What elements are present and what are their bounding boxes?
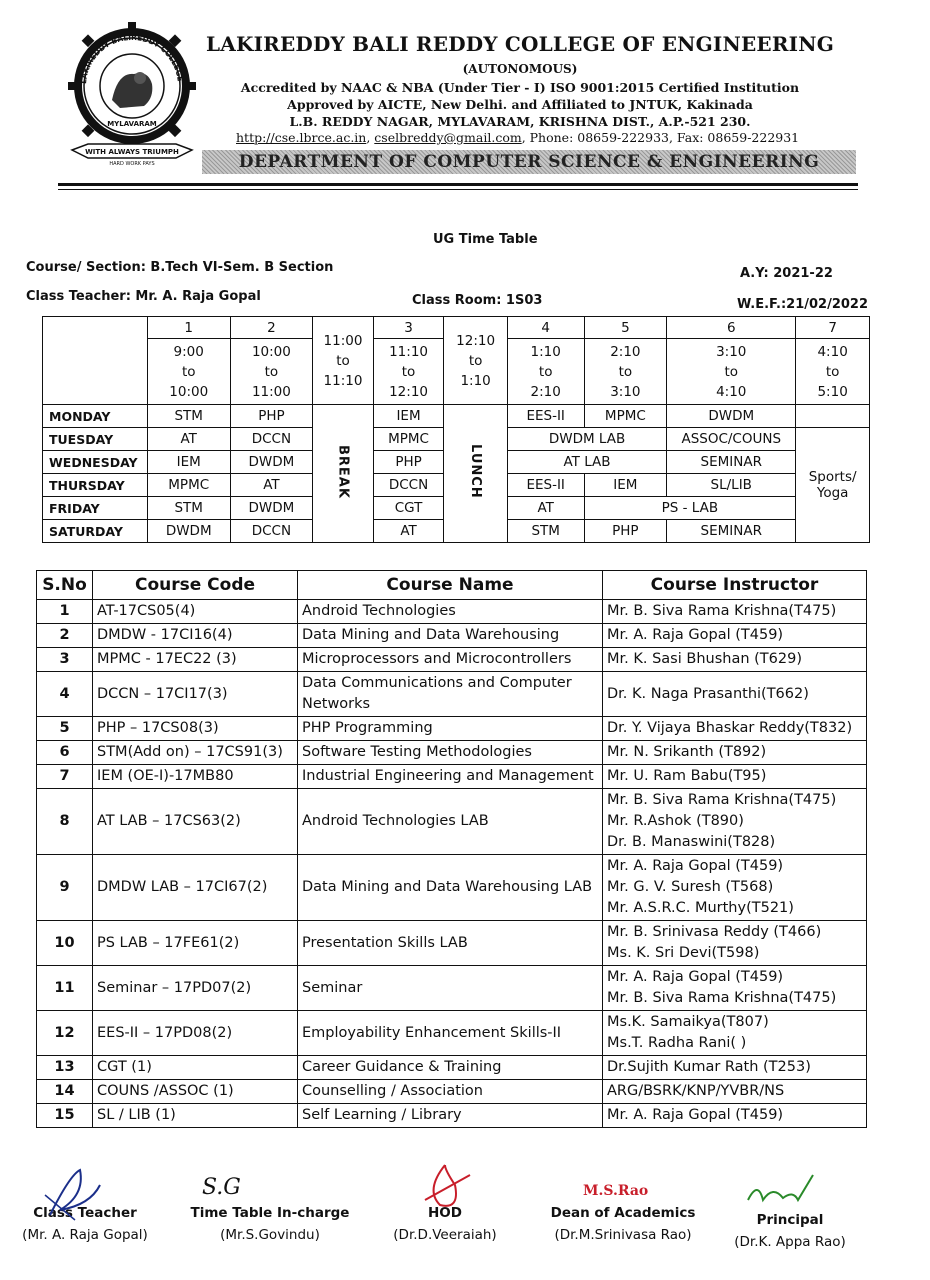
course-row: [37, 921, 867, 966]
slot: ASSOC/COUNS: [667, 428, 796, 451]
course-code: SL / LIB (1): [93, 1104, 298, 1128]
day-label: TUESDAY: [43, 428, 148, 451]
course-name: Software Testing Methodologies: [298, 741, 603, 765]
signature-scribble: [415, 1160, 475, 1220]
day-label: FRIDAY: [43, 497, 148, 520]
course-code: DMDW - 17CI16(4): [93, 624, 298, 648]
instructor-name: Dr. Y. Vijaya Bhaskar Reddy(T832): [607, 720, 853, 736]
col-header: S.No: [37, 571, 93, 600]
course-instructors: [603, 717, 867, 741]
course-name: Presentation Skills LAB: [298, 921, 603, 966]
course-row: [37, 672, 867, 717]
period-time: 10:00 to 11:00: [230, 339, 313, 405]
period-number-row: [43, 317, 870, 339]
col-header: Course Instructor: [603, 571, 867, 600]
course-instructors: [603, 1080, 867, 1104]
slot: SEMINAR: [667, 451, 796, 474]
course-name: Microprocessors and Microcontrollers: [298, 648, 603, 672]
department-banner: DEPARTMENT OF COMPUTER SCIENCE & ENGINEERING: [202, 150, 856, 174]
slot-empty: [796, 405, 870, 428]
period-time: 2:10 to 3:10: [584, 339, 667, 405]
instructor-name: ARG/BSRK/KNP/YVBR/NS: [607, 1083, 785, 1099]
course-sno: 14: [37, 1080, 93, 1104]
course-code: AT-17CS05(4): [93, 600, 298, 624]
signature-hod: [375, 1205, 515, 1243]
instructor-name: Mr. B. Srinivasa Reddy (T466): [607, 924, 822, 940]
slot: STM: [147, 405, 230, 428]
course-code: EES-II – 17PD08(2): [93, 1011, 298, 1056]
instructor-name: Mr. A. Raja Gopal (T459): [607, 627, 784, 643]
slot: AT LAB: [507, 451, 666, 474]
course-sno: 10: [37, 921, 93, 966]
course-sno: 12: [37, 1011, 93, 1056]
col-header: Course Name: [298, 571, 603, 600]
course-code: PS LAB – 17FE61(2): [93, 921, 298, 966]
course-row: [37, 1056, 867, 1080]
course-name: Data Mining and Data Warehousing LAB: [298, 855, 603, 921]
course-row: [37, 624, 867, 648]
time-break: 11:00 to 11:10: [313, 317, 374, 405]
slot: DWDM LAB: [507, 428, 666, 451]
approval-line: Approved by AICTE, New Delhi. and Affiliated to JNTUK, Kakinada: [287, 97, 753, 112]
slot: PHP: [373, 451, 444, 474]
course-name: Industrial Engineering and Management: [298, 765, 603, 789]
day-label: MONDAY: [43, 405, 148, 428]
signature-title: Class Teacher: [33, 1205, 137, 1221]
slot: DWDM: [230, 497, 313, 520]
course-instructors: [603, 1011, 867, 1056]
slot: PHP: [584, 520, 667, 543]
course-row: [37, 1080, 867, 1104]
signature-dean: [548, 1183, 698, 1243]
period-number: 4: [507, 317, 584, 339]
autonomous-status: (AUTONOMOUS): [462, 62, 578, 76]
instructor-name: Mr. A.S.R.C. Murthy(T521): [607, 900, 794, 916]
course-code: DMDW LAB – 17CI67(2): [93, 855, 298, 921]
slot: EES-II: [507, 474, 584, 497]
timetable: [42, 316, 870, 543]
course-row: [37, 1104, 867, 1128]
course-instructors: [603, 1104, 867, 1128]
course-row: [37, 717, 867, 741]
course-row: [37, 741, 867, 765]
signature-handwriting: S.G: [202, 1175, 241, 1200]
period-time: 1:10 to 2:10: [507, 339, 584, 405]
period-time: 3:10 to 4:10: [667, 339, 796, 405]
day-label: SATURDAY: [43, 520, 148, 543]
course-code: Seminar – 17PD07(2): [93, 966, 298, 1011]
slot: EES-II: [507, 405, 584, 428]
sports-cell: Sports/ Yoga: [796, 428, 870, 543]
instructor-name: Mr. K. Sasi Bhushan (T629): [607, 651, 802, 667]
col-header: Course Code: [93, 571, 298, 600]
slot: STM: [507, 520, 584, 543]
academic-year: A.Y: 2021-22: [740, 266, 833, 281]
instructor-name: Dr. K. Naga Prasanthi(T662): [607, 685, 809, 702]
course-sno: 9: [37, 855, 93, 921]
period-number: 1: [147, 317, 230, 339]
slot: STM: [147, 497, 230, 520]
course-code: CGT (1): [93, 1056, 298, 1080]
day-row-monday: [43, 405, 870, 428]
break-cell: BREAK: [313, 405, 374, 543]
period-number: 3: [373, 317, 444, 339]
signature-timetable-incharge: [190, 1175, 350, 1243]
doc-title: UG Time Table: [433, 232, 538, 247]
course-sno: 5: [37, 717, 93, 741]
instructor-name: Mr. U. Ram Babu(T95): [607, 768, 767, 784]
slot: AT: [230, 474, 313, 497]
header-rule-thin: [58, 189, 858, 190]
course-table: [36, 570, 867, 1128]
signature-class-teacher: [10, 1205, 160, 1243]
signature-name: (Dr.K. Appa Rao): [734, 1234, 846, 1250]
period-time: 9:00 to 10:00: [147, 339, 230, 405]
slot: DCCN: [230, 428, 313, 451]
course-instructors: [603, 789, 867, 855]
period-time: 11:10 to 12:10: [373, 339, 444, 405]
course-name: Counselling / Association: [298, 1080, 603, 1104]
signature-principal: [725, 1212, 855, 1250]
course-sno: 4: [37, 672, 93, 717]
course-name: Seminar: [298, 966, 603, 1011]
course-row: [37, 1011, 867, 1056]
contact-line: http://cse.lbrce.ac.in, cselbreddy@gmail.com, Phone: 08659-222933, Fax: 08659-222931: [236, 130, 800, 145]
instructor-name: Ms.K. Samaikya(T807): [607, 1014, 769, 1030]
course-instructors: [603, 741, 867, 765]
logo-motto: WITH ALWAYS TRIUMPH: [85, 148, 179, 156]
slot: MPMC: [373, 428, 444, 451]
slot: MPMC: [584, 405, 667, 428]
course-sno: 3: [37, 648, 93, 672]
course-name: Employability Enhancement Skills-II: [298, 1011, 603, 1056]
course-sno: 15: [37, 1104, 93, 1128]
course-sno: 7: [37, 765, 93, 789]
period-number: 6: [667, 317, 796, 339]
instructor-name: Dr.Sujith Kumar Rath (T253): [607, 1059, 811, 1075]
slot: AT: [373, 520, 444, 543]
college-name: LAKIREDDY BALI REDDY COLLEGE OF ENGINEERING: [206, 32, 834, 56]
course-name: Self Learning / Library: [298, 1104, 603, 1128]
slot: MPMC: [147, 474, 230, 497]
slot: IEM: [584, 474, 667, 497]
class-teacher: Class Teacher: Mr. A. Raja Gopal: [26, 289, 261, 304]
instructor-name: Mr. R.Ashok (T890): [607, 813, 744, 829]
instructor-name: Ms.T. Radha Rani( ): [607, 1035, 747, 1051]
time-lunch: 12:10 to 1:10: [444, 317, 508, 405]
course-row: [37, 765, 867, 789]
slot: SL/LIB: [667, 474, 796, 497]
signature-name: (Mr. A. Raja Gopal): [22, 1227, 148, 1243]
phone-fax: , Phone: 08659-222933, Fax: 08659-222931: [521, 130, 800, 145]
course-instructors: [603, 648, 867, 672]
course-row: [37, 789, 867, 855]
course-instructors: [603, 624, 867, 648]
period-number: 2: [230, 317, 313, 339]
course-row: [37, 648, 867, 672]
signature-name: (Dr.M.Srinivasa Rao): [554, 1227, 692, 1243]
course-instructors: [603, 765, 867, 789]
signature-scribble: [743, 1170, 833, 1220]
accreditation-line: Accredited by NAAC & NBA (Under Tier - I) ISO 9001:2015 Certified Institution: [240, 80, 800, 95]
signature-title: Time Table In-charge: [190, 1205, 350, 1221]
course-code: MPMC - 17EC22 (3): [93, 648, 298, 672]
signature-name: (Dr.D.Veeraiah): [393, 1227, 497, 1243]
course-sno: 8: [37, 789, 93, 855]
slot: IEM: [147, 451, 230, 474]
course-name: Data Mining and Data Warehousing: [298, 624, 603, 648]
course-name: Android Technologies: [298, 600, 603, 624]
instructor-name: Mr. N. Srikanth (T892): [607, 744, 767, 760]
course-instructors: [603, 921, 867, 966]
course-instructors: [603, 600, 867, 624]
slot: PS - LAB: [584, 497, 796, 520]
period-number: 7: [796, 317, 870, 339]
slot: PHP: [230, 405, 313, 428]
wef-date: W.E.F.:21/02/2022: [737, 297, 869, 312]
class-room: Class Room: 1S03: [412, 293, 543, 308]
course-table-header: [37, 571, 867, 600]
course-code: PHP – 17CS08(3): [93, 717, 298, 741]
period-number: 5: [584, 317, 667, 339]
website-link[interactable]: http://cse.lbrce.ac.in: [236, 130, 367, 145]
lunch-cell: LUNCH: [444, 405, 508, 543]
course-name: Career Guidance & Training: [298, 1056, 603, 1080]
course-instructors: [603, 1056, 867, 1080]
header-rule: [58, 183, 858, 186]
course-row: [37, 966, 867, 1011]
slot: DWDM: [667, 405, 796, 428]
instructor-name: Dr. B. Manaswini(T828): [607, 834, 776, 850]
slot: DWDM: [147, 520, 230, 543]
slot: IEM: [373, 405, 444, 428]
signature-title: Dean of Academics: [550, 1205, 696, 1221]
instructor-name: Mr. B. Siva Rama Krishna(T475): [607, 603, 837, 619]
instructor-name: Mr. A. Raja Gopal (T459): [607, 1107, 784, 1123]
course-instructors: [603, 672, 867, 717]
instructor-name: Mr. A. Raja Gopal (T459): [607, 858, 784, 874]
course-sno: 1: [37, 600, 93, 624]
course-code: COUNS /ASSOC (1): [93, 1080, 298, 1104]
address-line: L.B. REDDY NAGAR, MYLAVARAM, KRISHNA DIST., A.P.-521 230.: [289, 114, 751, 129]
course-name: Android Technologies LAB: [298, 789, 603, 855]
signature-title: Principal: [756, 1212, 824, 1228]
logo-motto-sub: HARD WORK PAYS: [109, 161, 155, 167]
course-row: [37, 600, 867, 624]
signature-scribble: [40, 1165, 110, 1225]
slot: DCCN: [230, 520, 313, 543]
logo-arc-text: LAKIREDDY BALIREDDY COLLEGE: [79, 32, 185, 85]
course-name: PHP Programming: [298, 717, 603, 741]
slot: AT: [147, 428, 230, 451]
slot: DCCN: [373, 474, 444, 497]
college-logo: [68, 22, 196, 168]
course-code: IEM (OE-I)-17MB80: [93, 765, 298, 789]
instructor-name: Mr. A. Raja Gopal (T459): [607, 969, 784, 985]
day-label: WEDNESDAY: [43, 451, 148, 474]
slot: CGT: [373, 497, 444, 520]
period-time: 4:10 to 5:10: [796, 339, 870, 405]
day-label: THURSDAY: [43, 474, 148, 497]
course-sno: 13: [37, 1056, 93, 1080]
course-row: [37, 855, 867, 921]
course-sno: 6: [37, 741, 93, 765]
course-section: Course/ Section: B.Tech VI-Sem. B Section: [26, 260, 334, 275]
course-code: STM(Add on) – 17CS91(3): [93, 741, 298, 765]
signature-handwriting: M.S.Rao: [583, 1183, 649, 1199]
corner-cell: [43, 317, 148, 405]
course-name: Data Communications and Computer Networks: [298, 672, 603, 717]
instructor-name: Mr. G. V. Suresh (T568): [607, 879, 774, 895]
instructor-name: Mr. B. Siva Rama Krishna(T475): [607, 792, 837, 808]
slot: SEMINAR: [667, 520, 796, 543]
slot: AT: [507, 497, 584, 520]
course-instructors: [603, 855, 867, 921]
email-link[interactable]: cselbreddy@gmail.com: [374, 130, 522, 145]
instructor-name: Ms. K. Sri Devi(T598): [607, 945, 760, 961]
course-code: AT LAB – 17CS63(2): [93, 789, 298, 855]
logo-bottom-text: MYLAVARAM: [107, 120, 157, 128]
course-instructors: [603, 966, 867, 1011]
course-sno: 11: [37, 966, 93, 1011]
course-code: DCCN – 17CI17(3): [93, 672, 298, 717]
slot: DWDM: [230, 451, 313, 474]
signature-title: HOD: [428, 1205, 462, 1221]
signature-name: (Mr.S.Govindu): [220, 1227, 320, 1243]
course-sno: 2: [37, 624, 93, 648]
instructor-name: Mr. B. Siva Rama Krishna(T475): [607, 990, 837, 1006]
